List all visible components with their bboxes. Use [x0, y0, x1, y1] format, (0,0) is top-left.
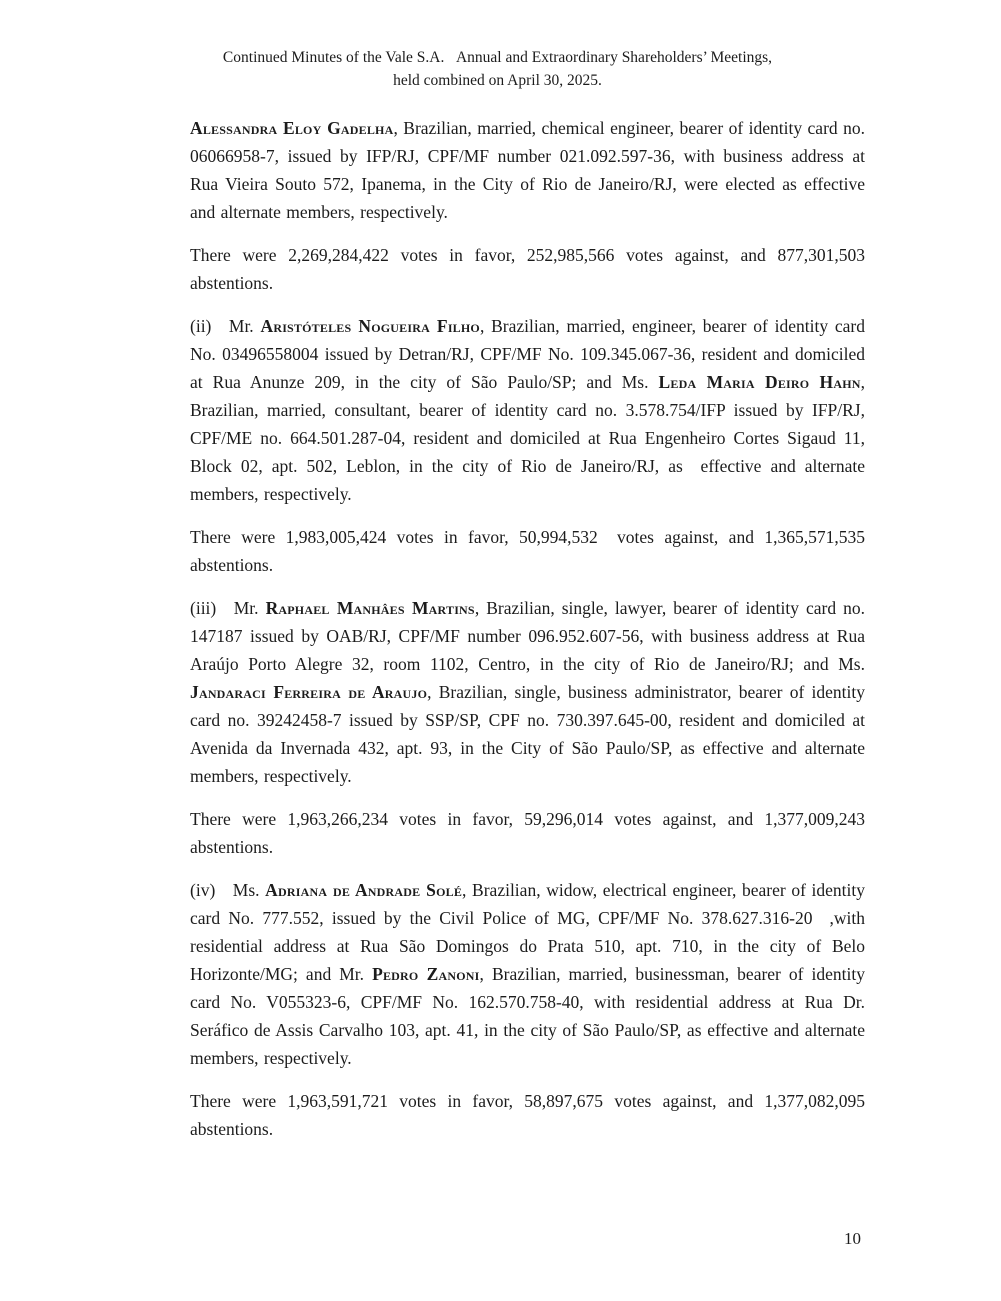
paragraph-votes-3	[190, 805, 865, 861]
paragraph-item-ii	[190, 312, 865, 508]
text-run: , Brazilian, married, consultant, bearer of identity card no. 3.578.754/IFP issued by IFP/RJ, CPF/ME no. 664.501.287-04, resident and domiciled at Rua Engenheiro Cortes Sigaud 11, Block 02, apt. 502, Leblon, in the city of Rio de Janeiro/RJ, as effective and alternate members, respectively.	[190, 372, 865, 504]
paragraph-votes-1	[190, 241, 865, 297]
paragraph-item-iii	[190, 594, 865, 790]
page-header	[160, 46, 835, 92]
person-name: Pedro Zanoni	[372, 964, 480, 984]
person-name: Aristóteles Nogueira Filho	[260, 316, 480, 336]
person-name: Alessandra Eloy Gadelha	[190, 118, 394, 138]
text-run: , Brazilian, single, business administrator, bearer of identity card no. 39242458-7 issued by SSP/SP, CPF no. 730.397.645-00, resident and domiciled at Avenida da Invernada 432, apt. 93, in the City of São Paulo/SP, as effective and alternate members, respectively.	[190, 682, 865, 786]
text-run: , Brazilian, married, chemical engineer, bearer of identity card no. 06066958-7, issued by IFP/RJ, CPF/MF number 021.092.597-36, with business address at Rua Vieira Souto 572, Ipanema, in the City of Rio de Janeiro/RJ, were elected as effective and alternate members, respectively.	[190, 118, 865, 222]
document-body	[190, 114, 865, 1143]
paragraph-votes-4	[190, 1087, 865, 1143]
person-name: Jandaraci Ferreira de Araujo	[190, 682, 428, 702]
text-run: There were 1,983,005,424 votes in favor, 50,994,532 votes against, and 1,365,571,535 abstentions.	[190, 527, 865, 575]
paragraph-alessandra	[190, 114, 865, 226]
person-name: Adriana de Andrade Solé	[265, 880, 463, 900]
person-name: Leda Maria Deiro Hahn	[658, 372, 861, 392]
header-line2: held combined on April 30, 2025.	[393, 72, 602, 89]
header-line1: Continued Minutes of the Vale S.A. Annual and Extraordinary Shareholders’ Meetings,	[222, 49, 773, 66]
text-run: There were 1,963,591,721 votes in favor, 58,897,675 votes against, and 1,377,082,095 abstentions.	[190, 1091, 865, 1139]
text-run: (ii) Mr.	[190, 316, 261, 336]
person-name: Raphael Manhâes Martins	[265, 598, 475, 618]
text-run: , Brazilian, widow, electrical engineer, bearer of identity card No. 777.552, issued by the Civil Police of MG, CPF/MF No. 378.627.316-20 ,with residential address at Rua São Domingos do Prata 510, apt. 710, in the city of Belo Horizonte/MG; and Mr.	[190, 880, 866, 984]
text-run: There were 2,269,284,422 votes in favor, 252,985,566 votes against, and 877,301,503 abstentions.	[190, 245, 865, 293]
paragraph-item-iv	[190, 876, 865, 1072]
text-run: , Brazilian, married, businessman, bearer of identity card No. V055323-6, CPF/MF No. 162.570.758-40, with residential address at Rua Dr. Seráfico de Assis Carvalho 103, apt. 41, in the city of São Paulo/SP, as effective and alternate members, respectively.	[190, 964, 865, 1068]
text-run: (iv) Ms.	[190, 880, 266, 900]
text-run: There were 1,963,266,234 votes in favor, 59,296,014 votes against, and 1,377,009,243 abstentions.	[190, 809, 865, 857]
text-run: , Brazilian, married, engineer, bearer of identity card No. 03496558004 issued by Detran/RJ, CPF/MF No. 109.345.067-36, resident and domiciled at Rua Anunze 209, in the city of São Paulo/SP; and Ms.	[190, 316, 865, 392]
text-run: (iii) Mr.	[190, 598, 266, 618]
paragraph-votes-2	[190, 523, 865, 579]
page-number: 10	[844, 1229, 861, 1248]
text-run: , Brazilian, single, lawyer, bearer of identity card no. 147187 issued by OAB/RJ, CPF/MF number 096.952.607-56, with business address at Rua Araújo Porto Alegre 32, room 1102, Centro, in the city of Rio de Janeiro/RJ; and Ms.	[190, 598, 866, 674]
